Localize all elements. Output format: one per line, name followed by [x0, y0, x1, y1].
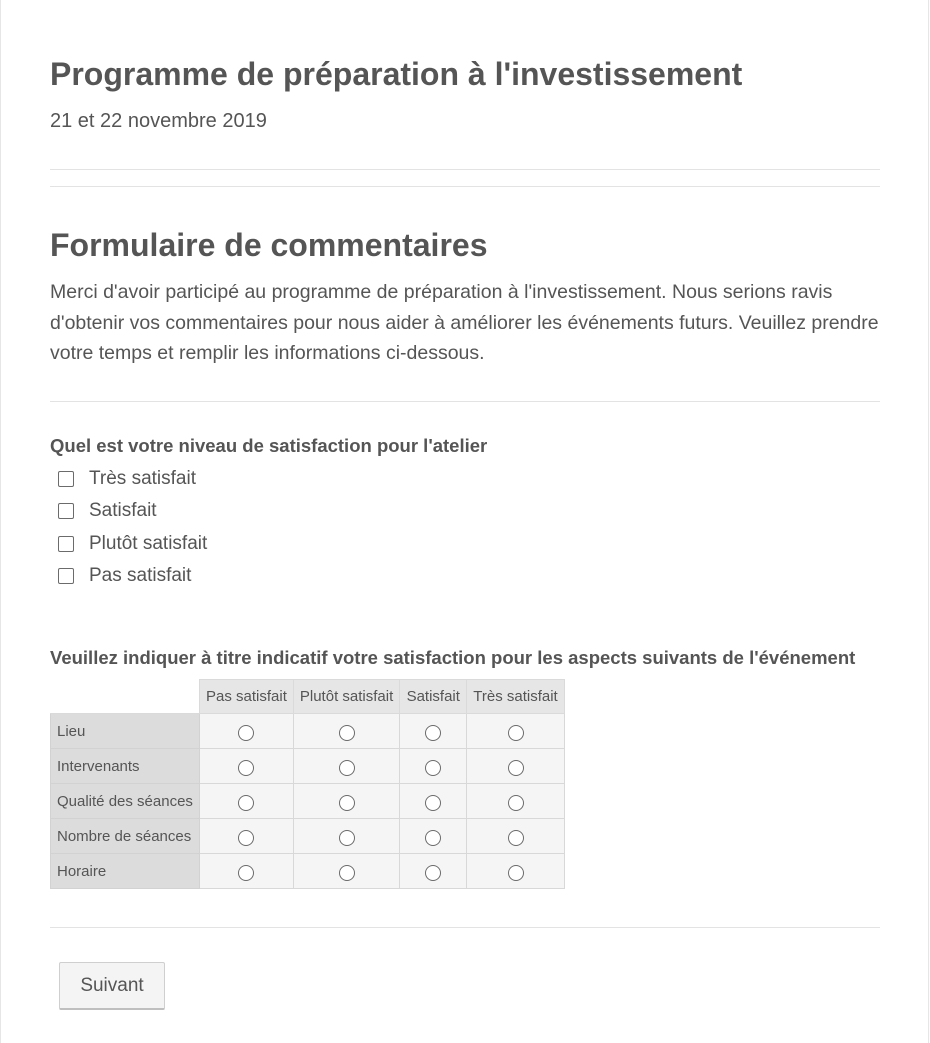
divider [50, 927, 880, 928]
checkbox[interactable] [58, 503, 74, 519]
matrix-cell[interactable] [467, 819, 564, 854]
question-label-event-aspects: Veuillez indiquer à titre indicatif votre satisfaction pour les aspects suivants de l'événement [50, 647, 856, 668]
radio-button[interactable] [508, 830, 524, 846]
matrix-column-header: Pas satisfait [200, 680, 294, 714]
matrix-row-qualite-des-seances [51, 784, 565, 819]
matrix-cell[interactable] [400, 784, 467, 819]
matrix-cell[interactable] [200, 854, 294, 889]
radio-button[interactable] [508, 725, 524, 741]
radio-button[interactable] [339, 865, 355, 881]
section-description: Merci d'avoir participé au programme de préparation à l'investissement. Nous serions ravis d'obtenir vos commentaires pour nous aider à améliorer les événements futurs. Veuillez prendre votre temps et remplir les informations ci-dessous. [50, 281, 879, 364]
radio-button[interactable] [508, 865, 524, 881]
radio-button[interactable] [238, 795, 254, 811]
option-label[interactable]: Satisfait [89, 500, 157, 522]
matrix-cell[interactable] [293, 749, 399, 784]
next-button[interactable]: Suivant [59, 962, 165, 1010]
checkbox[interactable] [58, 536, 74, 552]
matrix-cell[interactable] [400, 819, 467, 854]
option-plutot-satisfait[interactable] [58, 528, 207, 560]
matrix-cell[interactable] [293, 714, 399, 749]
section-title: Formulaire de commentaires [50, 227, 488, 263]
radio-button[interactable] [238, 865, 254, 881]
question-label-workshop-satisfaction: Quel est votre niveau de satisfaction pour l'atelier [50, 435, 488, 456]
radio-button[interactable] [339, 725, 355, 741]
matrix-row-label: Qualité des séances [51, 784, 200, 819]
event-date: 21 et 22 novembre 2019 [50, 110, 267, 132]
divider [50, 401, 880, 402]
radio-button[interactable] [425, 760, 441, 776]
matrix-cell[interactable] [200, 819, 294, 854]
matrix-cell[interactable] [400, 854, 467, 889]
matrix-row-lieu [51, 714, 565, 749]
radio-button[interactable] [508, 760, 524, 776]
matrix-row-nombre-de-seances [51, 819, 565, 854]
matrix-column-header: Très satisfait [467, 680, 564, 714]
matrix-row-label: Intervenants [51, 749, 200, 784]
radio-button[interactable] [238, 830, 254, 846]
matrix-cell[interactable] [293, 784, 399, 819]
radio-button[interactable] [339, 760, 355, 776]
satisfaction-matrix [50, 679, 565, 889]
radio-button[interactable] [425, 865, 441, 881]
matrix-cell[interactable] [293, 819, 399, 854]
matrix-column-header: Satisfait [400, 680, 467, 714]
radio-button[interactable] [508, 795, 524, 811]
radio-button[interactable] [425, 830, 441, 846]
divider [50, 186, 880, 187]
page-title: Programme de préparation à l'investissement [50, 56, 743, 92]
option-satisfait[interactable] [58, 495, 207, 527]
option-label[interactable]: Très satisfait [89, 468, 196, 490]
radio-button[interactable] [425, 725, 441, 741]
matrix-cell[interactable] [400, 714, 467, 749]
radio-button[interactable] [425, 795, 441, 811]
matrix-cell[interactable] [467, 749, 564, 784]
matrix-cell[interactable] [200, 784, 294, 819]
option-pas-satisfait[interactable] [58, 560, 207, 592]
radio-button[interactable] [339, 795, 355, 811]
matrix-column-header: Plutôt satisfait [293, 680, 399, 714]
workshop-satisfaction-options [58, 463, 207, 592]
matrix-row-label: Nombre de séances [51, 819, 200, 854]
matrix-row-intervenants [51, 749, 565, 784]
matrix-row-horaire [51, 854, 565, 889]
matrix-row-label: Lieu [51, 714, 200, 749]
checkbox[interactable] [58, 471, 74, 487]
matrix-cell[interactable] [200, 714, 294, 749]
matrix-cell[interactable] [400, 749, 467, 784]
matrix-row-label: Horaire [51, 854, 200, 889]
option-label[interactable]: Pas satisfait [89, 565, 192, 587]
matrix-cell[interactable] [467, 784, 564, 819]
checkbox[interactable] [58, 568, 74, 584]
matrix-cell[interactable] [200, 749, 294, 784]
option-tres-satisfait[interactable] [58, 463, 207, 495]
radio-button[interactable] [339, 830, 355, 846]
radio-button[interactable] [238, 760, 254, 776]
matrix-cell[interactable] [467, 714, 564, 749]
matrix-cell[interactable] [467, 854, 564, 889]
matrix-cell[interactable] [293, 854, 399, 889]
radio-button[interactable] [238, 725, 254, 741]
matrix-corner [51, 680, 200, 714]
divider [50, 169, 880, 170]
option-label[interactable]: Plutôt satisfait [89, 532, 208, 554]
